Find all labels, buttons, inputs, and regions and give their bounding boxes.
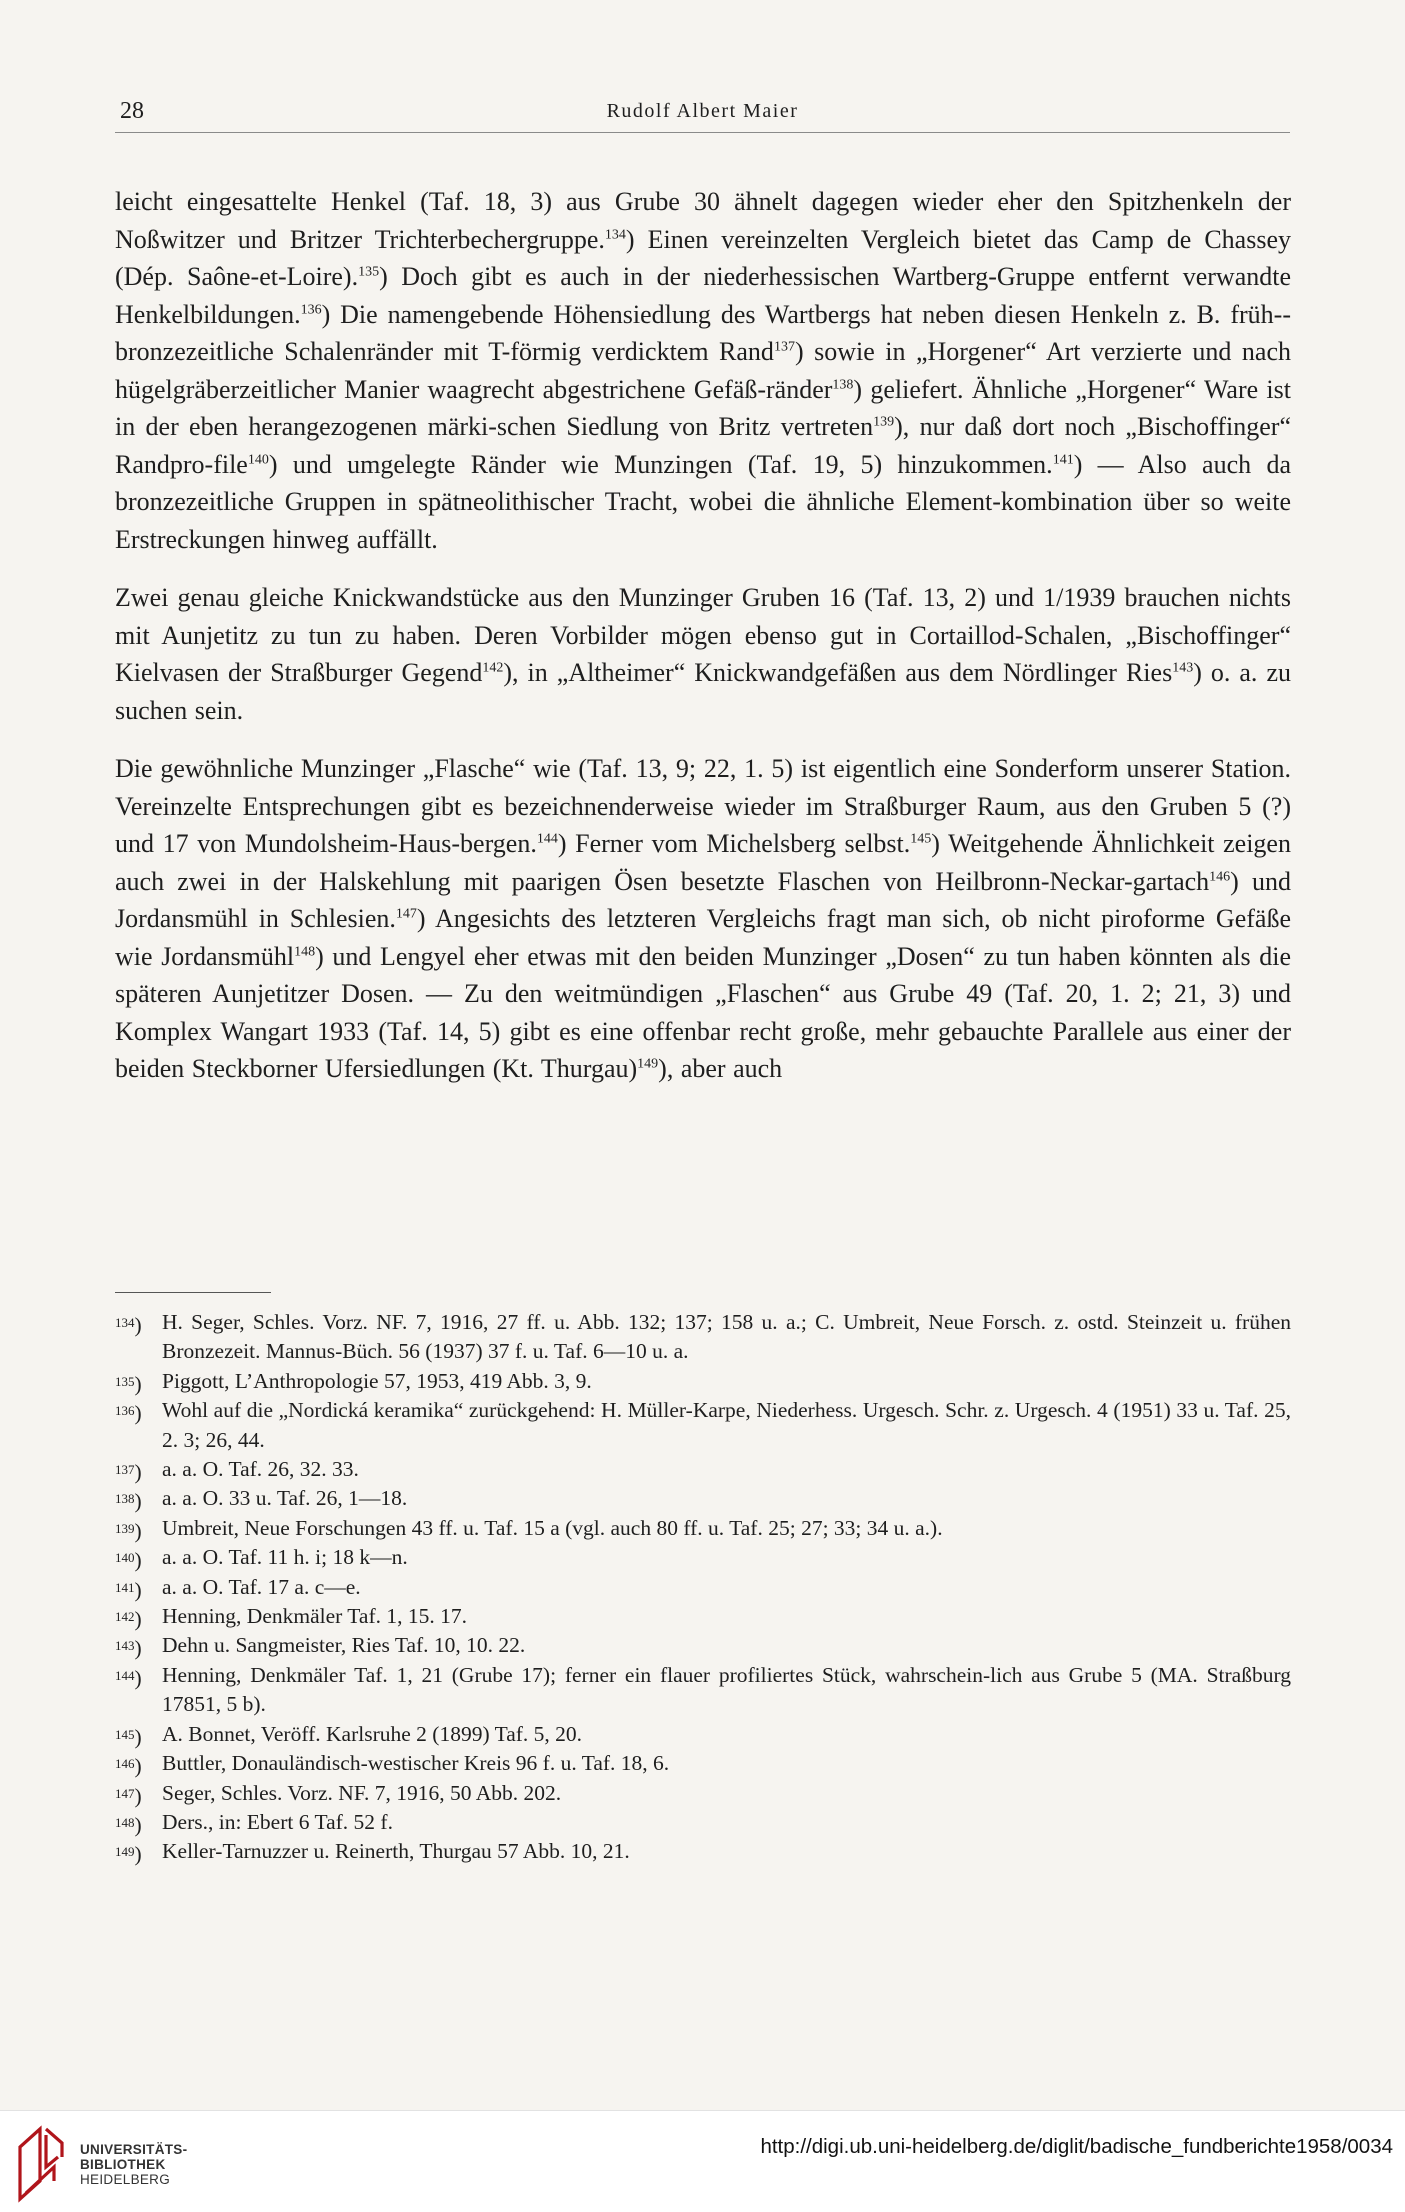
footnote-number: $^{149}$) — [115, 1842, 142, 1867]
footnote-text: Henning, Denkmäler Taf. 1, 15. 17. — [162, 1604, 467, 1629]
text-run: ) Einen vereinzelten Vergleich bietet das Camp de Chassey (Dép. Saône-et-Loire). — [115, 224, 1291, 291]
footnote-text: Dehn u. Sangmeister, Ries Taf. 10, 10. 22. — [162, 1633, 526, 1658]
library-name-line: UNIVERSITÄTS- — [80, 2142, 188, 2157]
text-run: leicht eingesattelte Henkel (Taf. 18, 3) aus Grube 30 ähnelt dagegen wieder eher den Spitzhenkeln der Noßwitzer und Britzer Trichterbechergruppe. — [115, 187, 1291, 254]
footnote-number: $^{144}$) — [115, 1665, 142, 1690]
footnote-number: $^{148}$) — [115, 1812, 142, 1837]
text-run: ) Doch gibt es auch in der niederhessischen Wartberg-Gruppe entfernt verwandte Henkelbildungen. — [115, 262, 1291, 329]
text-run: ), nur daß dort noch „Bischoffinger“ Randpro-file — [115, 412, 1291, 479]
footnote-number: $^{140}$) — [115, 1548, 142, 1573]
paragraph — [115, 183, 1291, 558]
footnote-text: a. a. O. Taf. 17 a. c—e. — [162, 1574, 361, 1599]
footnote-text: A. Bonnet, Veröff. Karlsruhe 2 (1899) Taf. 5, 20. — [162, 1721, 583, 1746]
footnote — [115, 1720, 1291, 1749]
footnote-reference[interactable]: 137 — [773, 339, 795, 355]
text-run: ) Weitgehende Ähnlichkeit zeigen auch zwei in der Halskehlung mit paarigen Ösen besetzte Flaschen von Heilbronn-Neckar-gartach — [115, 829, 1291, 896]
running-title: Rudolf Albert Maier — [606, 100, 799, 122]
text-run: Die gewöhnliche Munzinger „Flasche“ wie (Taf. 13, 9; 22, 1. 5) ist eigentlich eine Sonderform unserer Station. Vereinzelte Entsprechungen gibt es bezeichnenderweise wieder im Straßburger Raum, aus den Gruben 5 (?) und 17 von Mundolsheim-Haus-bergen. — [115, 754, 1291, 858]
footnote-text: a. a. O. Taf. 11 h. i; 18 k—n. — [162, 1545, 408, 1570]
footnote-text: Wohl auf die „Nordická keramika“ zurückgehend: H. Müller-Karpe, Niederhess. Urgesch. Schr. z. Urgesch. 4 (1951) 33 u. Taf. 25, 2. 3; 26, 44. — [162, 1398, 1291, 1452]
footnote-number: $^{146}$) — [115, 1754, 142, 1779]
paragraph — [115, 579, 1291, 729]
footnote — [115, 1837, 1291, 1866]
footnote — [115, 1367, 1291, 1396]
footnote-reference[interactable]: 147 — [395, 906, 417, 922]
paragraph — [115, 750, 1291, 1088]
footnote-separator — [115, 1292, 271, 1293]
page-number: 28 — [120, 98, 144, 124]
footnote-number: $^{145}$) — [115, 1724, 142, 1749]
library-footer-bar — [0, 2110, 1405, 2212]
footnote-reference[interactable]: 146 — [1209, 868, 1231, 884]
footnote — [115, 1514, 1291, 1543]
footnote-reference[interactable]: 141 — [1052, 451, 1074, 467]
text-run: ) und Jordansmühl in Schlesien. — [115, 866, 1291, 933]
footnote-reference[interactable]: 145 — [910, 831, 932, 847]
footnote — [115, 1808, 1291, 1837]
footnote — [115, 1779, 1291, 1808]
footnote-number: $^{139}$) — [115, 1518, 142, 1543]
text-run: ) — Also auch da bronzezeitliche Gruppen in spätneolithischer Tracht, wobei die ähnliche Element-kombination über so weite Erstreckungen hinweg auffällt. — [115, 449, 1291, 554]
footnote — [115, 1455, 1291, 1484]
footnote-text: Piggott, L’Anthropologie 57, 1953, 419 Abb. 3, 9. — [162, 1368, 592, 1393]
footnote — [115, 1631, 1291, 1660]
footnote-text: Ders., in: Ebert 6 Taf. 52 f. — [162, 1809, 393, 1834]
footnote-number: $^{147}$) — [115, 1783, 142, 1808]
footnote-number: $^{134}$) — [115, 1313, 142, 1337]
footnote-number: $^{137}$) — [115, 1460, 142, 1485]
text-run: ) geliefert. Ähnliche „Horgener“ Ware ist in der eben herangezogenen märki-schen Siedlung von Britz vertreten — [115, 374, 1291, 441]
footnote-reference[interactable]: 135 — [358, 264, 380, 280]
footnote-reference[interactable]: 142 — [482, 660, 504, 676]
footnote-text: Keller-Tarnuzzer u. Reinerth, Thurgau 57 Abb. 10, 21. — [162, 1839, 630, 1864]
footnote-reference[interactable]: 140 — [247, 451, 269, 467]
text-run: ) Die namengebende Höhensiedlung des Wartbergs hat neben diesen Henkeln z. B. früh-bronzezeitliche Schalenränder mit T-förmig verdicktem Rand — [115, 299, 1291, 366]
footnote — [115, 1661, 1291, 1720]
footnote-text: H. Seger, Schles. Vorz. NF. 7, 1916, 27 ff. u. Abb. 132; 137; 158 u. a.; C. Umbreit, Neue Forsch. z. ostd. Steinzeit u. frühen Bronzezeit. Mannus-Büch. 56 (1937) 37 f. u. Taf. 6—10 u. a. — [162, 1310, 1291, 1364]
footnote — [115, 1543, 1291, 1572]
library-logo-icon — [14, 2123, 66, 2205]
library-name-line: BIBLIOTHEK — [80, 2157, 166, 2172]
footnote — [115, 1573, 1291, 1602]
footnote-reference[interactable]: 136 — [300, 301, 322, 317]
footnotes-list — [115, 1308, 1291, 1867]
footnote-number: $^{143}$) — [115, 1636, 142, 1661]
footnote-reference[interactable]: 144 — [536, 831, 558, 847]
library-name-line: HEIDELBERG — [80, 2172, 171, 2187]
footnote-text: Henning, Denkmäler Taf. 1, 21 (Grube 17); ferner ein flauer profiliertes Stück, wahrschein-lich aus Grube 5 (MA. Straßburg 17851, 5 b). — [162, 1662, 1291, 1717]
text-run: Zwei genau gleiche Knickwandstücke aus den Munzinger Gruben 16 (Taf. 13, 2) und 1/1939 brauchen nichts mit Aunjetitz zu tun zu haben. Deren Vorbilder mögen ebenso gut in Cortaillod-Schalen, „Bischoffinger“ Kielvasen der Straßburger Gegend — [115, 583, 1291, 687]
main-text — [115, 183, 1291, 1109]
footnote-text: a. a. O. 33 u. Taf. 26, 1—18. — [162, 1486, 408, 1511]
text-run: ) und Lengyel eher etwas mit den beiden Munzinger „Dosen“ zu tun haben könnten als die späteren Aunjetitzer Dosen. — Zu den weitmündigen „Flaschen“ aus Grube 49 (Taf. 20, 1. 2; 21, 3) und Komplex Wangart 1933 (Taf. 14, 5) gibt es eine offenbar recht große, mehr gebauchte Parallele aus einer der beiden Steckborner Ufersiedlungen (Kt. Thurgau) — [115, 941, 1291, 1083]
text-run: ) Angesichts des letzteren Vergleichs fragt man sich, ob nicht piroforme Gefäße wie Jordansmühl — [115, 904, 1291, 971]
footnote — [115, 1396, 1291, 1455]
footnote-number: $^{136}$) — [115, 1401, 142, 1426]
footnote-reference[interactable]: 138 — [832, 376, 854, 392]
text-run: ) o. a. zu suchen sein. — [115, 658, 1291, 725]
footnote-text: Umbreit, Neue Forschungen 43 ff. u. Taf. 15 a (vgl. auch 80 ff. u. Taf. 25; 27; 33; 34 u. a.). — [162, 1515, 943, 1540]
footnote-number: $^{141}$) — [115, 1577, 142, 1602]
text-run: ), aber auch — [658, 1054, 783, 1083]
footnote-reference[interactable]: 148 — [294, 943, 316, 959]
footnote — [115, 1602, 1291, 1631]
footnote — [115, 1484, 1291, 1513]
footnote — [115, 1308, 1291, 1367]
library-name — [80, 2142, 187, 2187]
footnote-reference[interactable]: 139 — [873, 414, 895, 430]
footnote-reference[interactable]: 143 — [1172, 660, 1194, 676]
text-run: ) sowie in „Horgener“ Art verzierte und nach hügelgräberzeitlicher Manier waagrecht abgestrichene Gefäß-ränder — [115, 337, 1291, 404]
footnote-number: $^{142}$) — [115, 1607, 142, 1632]
footnote-text: Buttler, Donauländisch-westischer Kreis 96 f. u. Taf. 18, 6. — [162, 1751, 670, 1776]
running-header — [115, 96, 1290, 133]
footnote-number: $^{138}$) — [115, 1489, 142, 1514]
footnote-reference[interactable]: 134 — [604, 226, 626, 242]
footnote-text: a. a. O. Taf. 26, 32. 33. — [162, 1457, 359, 1482]
footnote-text: Seger, Schles. Vorz. NF. 7, 1916, 50 Abb. 202. — [162, 1780, 562, 1805]
footnote — [115, 1749, 1291, 1778]
text-run: ) und umgelegte Ränder wie Munzingen (Taf. 19, 5) hinzukommen. — [268, 449, 1053, 479]
footnote-reference[interactable]: 149 — [637, 1056, 659, 1072]
text-run: ), in „Altheimer“ Knickwandgefäßen aus dem Nördlinger Ries — [503, 658, 1173, 687]
source-url-link[interactable]: http://digi.ub.uni-heidelberg.de/diglit/badische_fundberichte1958/0034 — [760, 2135, 1393, 2158]
footnote-number: $^{135}$) — [115, 1371, 142, 1396]
text-run: ) Ferner vom Michelsberg selbst. — [557, 829, 911, 858]
